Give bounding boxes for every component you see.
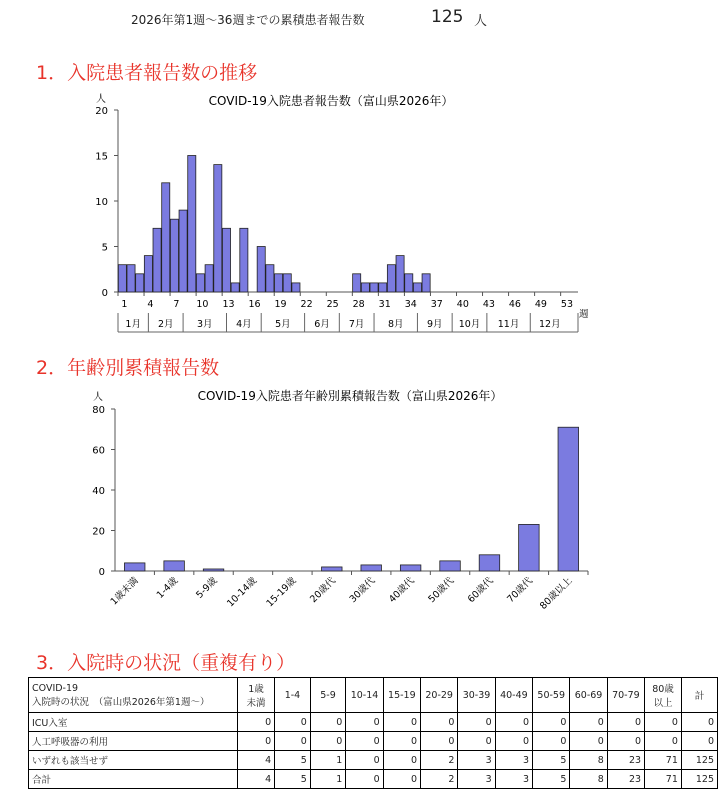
table-cell: 0 [495,713,532,732]
table-cell: 0 [458,713,495,732]
chart2-category-label: 15-19歳 [264,575,299,610]
chart2-category-label: 20歳代 [308,575,338,606]
chart2-ytick-label: 20 [92,526,105,538]
chart2-ylabel: 人 [93,392,103,403]
table-column-header-line: 30-39 [462,689,491,701]
chart1-bar [275,274,283,292]
table-column-header [310,678,346,713]
table-cell: 0 [421,713,458,732]
summary-total: 125 [431,7,464,27]
chart2-bar [400,565,420,571]
chart2-category-label: 60歳代 [465,575,496,606]
chart1-bar [240,228,248,292]
table-column-header [681,678,717,713]
chart1-bar [231,283,239,292]
chart2-bar [322,567,342,571]
table-cell: 0 [570,713,607,732]
table-cell: 0 [607,732,644,751]
table-column-header-line: 40-49 [500,689,528,701]
chart1-month-label: 8月 [387,319,404,330]
table-column-header [645,678,682,713]
chart1-month-label: 2月 [157,319,174,330]
chart1-bar [379,283,387,292]
table-column-header [346,678,383,713]
chart1-ytick-label: 5 [101,242,108,254]
table-cell: 5 [275,751,311,770]
chart1-xlabel: 週 [579,309,589,320]
section3-heading: 3．入院時の状況（重複有り） [36,652,296,674]
table-cell: 0 [310,713,346,732]
chart2-ytick-label: 0 [98,567,105,578]
table-row-label: ICU入室 [29,713,238,732]
chart1-bar [361,283,369,292]
table-column-header-line: 10-14 [350,689,379,701]
table-cell: 4 [237,751,274,770]
chart2-bar [558,427,578,571]
chart1-bar [405,274,413,292]
chart1-ytick-label: 20 [95,106,108,117]
chart1-bar [136,274,144,292]
table-cell: 2 [421,751,458,770]
chart2-bar [361,565,381,571]
table-column-header-line: 15-19 [388,689,416,701]
chart1-bar [387,265,395,292]
chart1-month-label: 3月 [197,319,213,330]
table-cell: 3 [458,770,495,789]
chart1-month-label: 10月 [458,319,481,330]
chart1-ytick-label: 0 [101,288,108,299]
chart2-category-label: 1歳未満 [108,575,141,608]
chart1-month-label: 4月 [236,319,252,330]
chart1-bar [266,265,274,292]
chart1-xtick-label: 49 [534,299,547,310]
table-row-label: 合計 [29,770,238,789]
table-column-header-line: 50-59 [537,689,566,701]
chart1-xtick-label: 34 [404,299,417,310]
table-cell: 1 [310,751,346,770]
chart2-category-label: 10-14歳 [225,575,260,610]
table-column-header [533,678,570,713]
chart1-bar [205,265,213,292]
table-row [29,751,718,770]
table-cell: 0 [237,732,274,751]
chart1-bar [257,247,265,293]
table-cell: 23 [607,751,644,770]
table-cell: 0 [607,713,644,732]
table-column-header [275,678,311,713]
chart1-bar [413,283,421,292]
table-cell: 0 [681,713,717,732]
chart2-category-label: 1-4歳 [154,575,181,601]
chart1-ylabel: 人 [96,94,106,105]
table-cell: 0 [383,751,420,770]
table-cell: 0 [533,732,570,751]
table-column-header-line: 1-4 [284,689,301,701]
table-cell: 0 [275,713,311,732]
table-column-header-line: 1歳 [248,684,264,695]
chart2-category-label: 70歳代 [505,575,535,606]
table-column-header-line: 未満 [246,698,266,709]
table-column-header [570,678,607,713]
chart1-xtick-label: 28 [352,299,365,310]
table-cell: 5 [533,751,570,770]
chart1-bar [396,256,404,292]
table-column-header-line: 20-29 [425,689,453,701]
table-cell: 0 [310,732,346,751]
section1-heading: 1．入院患者報告数の推移 [36,62,258,84]
table-cell: 4 [237,770,274,789]
chart2-bar [479,555,499,571]
table-cell: 125 [681,751,717,770]
table-cell: 0 [495,732,532,751]
chart2-ytick-label: 60 [92,445,105,457]
table-header-title-line: 入院時の状況 （富山県2026年第1週〜） [32,696,210,708]
table-row [29,713,718,732]
chart2-bar [203,569,223,571]
table-column-header-line: 60-69 [574,689,603,701]
chart1-xtick-label: 40 [456,299,469,310]
chart1-bar [353,274,361,292]
chart2-ytick-label: 40 [92,486,105,497]
chart1-bar [188,156,196,293]
table-column-header-line: 計 [694,691,705,702]
chart1-bar [170,219,178,292]
chart1-xtick-label: 19 [274,299,287,310]
chart2-category-label: 40歳代 [386,575,417,606]
weekly-chart [0,90,718,340]
table-cell: 0 [533,713,570,732]
table-column-header [495,678,532,713]
table-cell: 0 [346,713,383,732]
chart1-xtick-label: 4 [147,299,154,310]
table-cell: 1 [310,770,346,789]
chart1-xtick-label: 43 [482,299,495,310]
table-cell: 3 [495,751,532,770]
table-cell: 0 [383,713,420,732]
chart1-xtick-label: 37 [430,299,443,310]
chart1-bar [214,165,222,292]
age-chart [0,385,718,630]
table-column-header-line: 以上 [653,698,673,709]
table-cell: 0 [681,732,717,751]
table-column-header [458,678,495,713]
chart1-xtick-label: 7 [173,299,180,310]
chart1-bar [283,274,291,292]
table-cell: 8 [570,751,607,770]
table-cell: 71 [645,751,682,770]
chart1-bar [370,283,378,292]
table-cell: 0 [645,732,682,751]
table-cell: 0 [383,770,420,789]
chart1-month-label: 1月 [125,319,141,330]
table-row [29,732,718,751]
table-cell: 5 [533,770,570,789]
table-column-header-line: 70-79 [612,689,640,701]
chart1-bar [127,265,135,292]
table-cell: 0 [458,732,495,751]
chart1-month-label: 9月 [427,319,443,330]
table-cell: 0 [421,732,458,751]
chart1-bar [222,228,230,292]
chart1-xtick-label: 46 [508,299,521,310]
status-table-wrap [28,677,718,789]
summary-line [0,6,718,30]
table-column-header-line: 80歳 [652,684,674,695]
table-header-title [29,678,238,713]
table-row [29,770,718,789]
chart2-bar [164,561,184,571]
chart2-category-label: 5-9歳 [194,575,220,601]
chart2-category-label: 80歳以上 [537,575,575,612]
table-cell: 8 [570,770,607,789]
table-cell: 5 [275,770,311,789]
chart1-xtick-label: 1 [121,299,128,310]
chart1-month-label: 7月 [348,319,365,330]
table-row-label: 人工呼吸器の利用 [29,732,238,751]
chart1-xtick-label: 53 [560,299,574,310]
table-cell: 2 [421,770,458,789]
chart1-ytick-label: 15 [95,151,108,163]
table-cell: 0 [346,770,383,789]
table-cell: 0 [645,713,682,732]
chart1-month-label: 5月 [275,319,291,330]
table-cell: 0 [570,732,607,751]
table-cell: 125 [681,770,717,789]
table-cell: 3 [495,770,532,789]
chart1-month-label: 11月 [497,319,520,330]
chart1-bar [196,274,204,292]
table-cell: 0 [237,713,274,732]
chart2-category-label: 30歳代 [347,575,378,606]
chart1-bar [118,265,126,292]
table-column-header [607,678,644,713]
chart2-title: COVID-19入院患者年齢別累積報告数（富山県2026年） [197,389,503,403]
table-column-header [383,678,420,713]
chart1-month-label: 6月 [314,319,330,330]
chart2-ytick-label: 80 [92,405,105,416]
table-cell: 0 [346,732,383,751]
summary-unit: 人 [474,14,488,29]
table-column-header-line: 5-9 [320,689,336,701]
chart2-bar [440,561,460,571]
chart1-ytick-label: 10 [95,197,108,208]
chart1-xtick-label: 10 [196,299,209,310]
chart1-xtick-label: 22 [300,299,313,310]
table-cell: 71 [645,770,682,789]
table-column-header [421,678,458,713]
summary-text: 2026年第1週〜36週までの累積患者報告数 [131,13,365,27]
table-row-label: いずれも該当せず [29,751,238,770]
table-cell: 23 [607,770,644,789]
chart1-month-label: 12月 [538,319,561,330]
section2-heading: 2．年齢別累積報告数 [36,357,220,379]
table-cell: 0 [346,751,383,770]
table-cell: 0 [383,732,420,751]
chart2-bar [519,524,539,571]
chart1-xtick-label: 31 [378,299,391,310]
chart2-category-label: 50歳代 [426,575,457,606]
chart1-bar [144,256,152,292]
chart1-bar [153,228,161,292]
table-header-title-line: COVID-19 [32,682,79,694]
table-cell: 3 [458,751,495,770]
table-header-row [29,678,718,713]
table-column-header [237,678,274,713]
status-table [28,677,718,789]
chart1-xtick-label: 13 [222,299,235,310]
chart1-bar [179,210,187,292]
table-cell: 0 [275,732,311,751]
chart2-bar [124,563,144,571]
chart1-bar [162,183,170,292]
chart1-xtick-label: 16 [248,299,261,310]
chart1-title: COVID-19入院患者報告数（富山県2026年） [208,94,454,108]
chart1-xtick-label: 25 [326,299,339,310]
chart1-bar [422,274,430,292]
chart1-bar [292,283,300,292]
